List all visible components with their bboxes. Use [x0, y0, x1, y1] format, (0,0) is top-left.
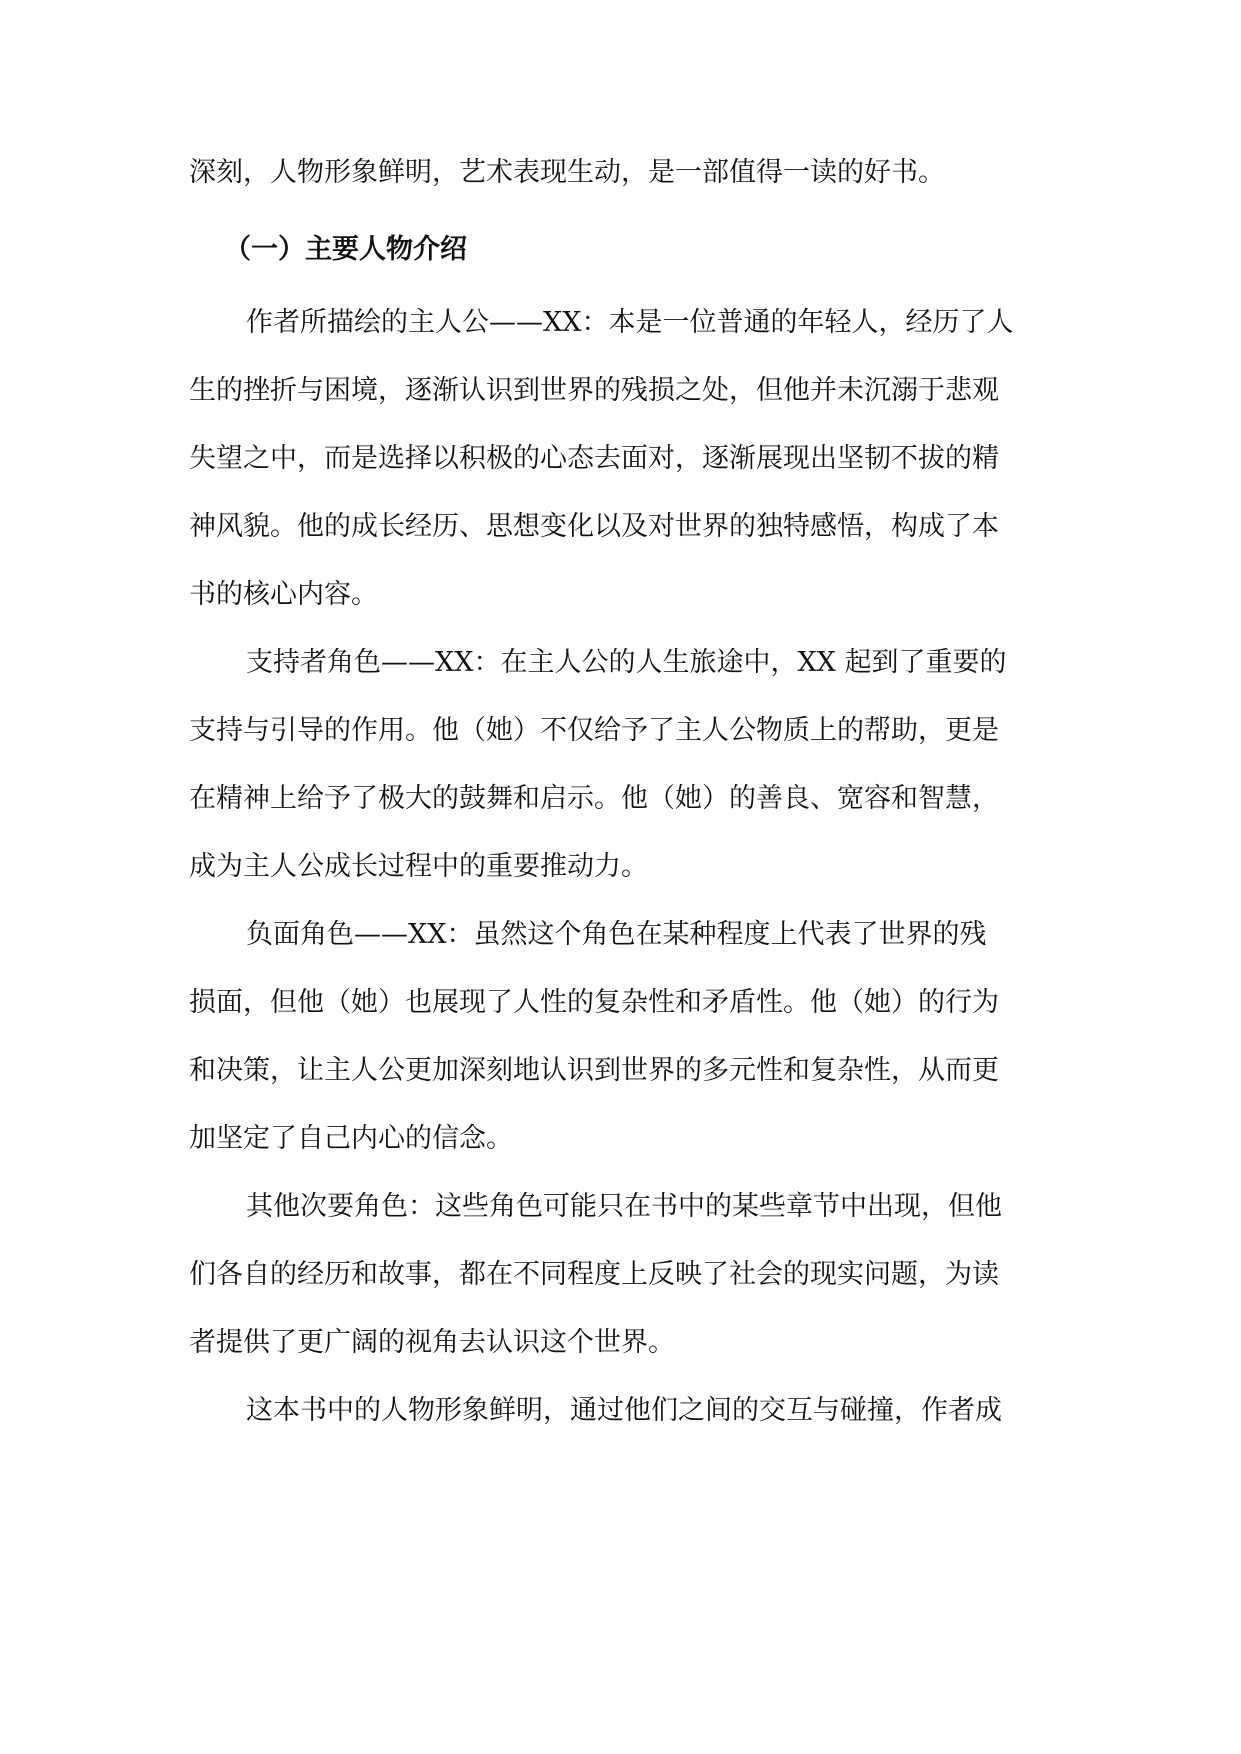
text-line: 者提供了更广阔的视角去认识这个世界。 [189, 1327, 675, 1358]
text-line: 这本书中的人物形象鲜明，通过他们之间的交互与碰撞，作者成 [246, 1395, 1002, 1426]
text-line: 和决策，让主人公更加深刻地认识到世界的多元性和复杂性，从而更 [189, 1055, 999, 1086]
text-line: 在精神上给予了极大的鼓舞和启示。他（她）的善良、宽容和智慧， [189, 783, 999, 814]
text-line: 深刻，人物形象鲜明，艺术表现生动，是一部值得一读的好书。 [189, 157, 945, 188]
text-line: 其他次要角色：这些角色可能只在书中的某些章节中出现，但他 [246, 1191, 1002, 1222]
text-line: 负面角色——XX：虽然这个角色在某种程度上代表了世界的残 [246, 919, 987, 950]
text-line: 损面，但他（她）也展现了人性的复杂性和矛盾性。他（她）的行为 [189, 987, 999, 1018]
text-line: 支持者角色——XX：在主人公的人生旅途中，XX 起到了重要的 [246, 647, 1007, 678]
text-line: 们各自的经历和故事，都在不同程度上反映了社会的现实问题，为读 [189, 1259, 999, 1290]
text-line: 加坚定了自己内心的信念。 [189, 1123, 513, 1154]
text-line: 生的挫折与困境，逐渐认识到世界的残损之处，但他并未沉溺于悲观 [189, 375, 999, 406]
text-line: 成为主人公成长过程中的重要推动力。 [189, 851, 648, 882]
text-line: 神风貌。他的成长经历、思想变化以及对世界的独特感悟，构成了本 [189, 511, 999, 542]
text-line: 支持与引导的作用。他（她）不仅给予了主人公物质上的帮助，更是 [189, 715, 999, 746]
section-heading: （一）主要人物介绍 [224, 234, 467, 265]
text-line: 失望之中，而是选择以积极的心态去面对，逐渐展现出坚韧不拔的精 [189, 443, 999, 474]
text-line: 作者所描绘的主人公——XX：本是一位普通的年轻人，经历了人 [246, 307, 1014, 338]
text-line: 书的核心内容。 [189, 579, 378, 610]
